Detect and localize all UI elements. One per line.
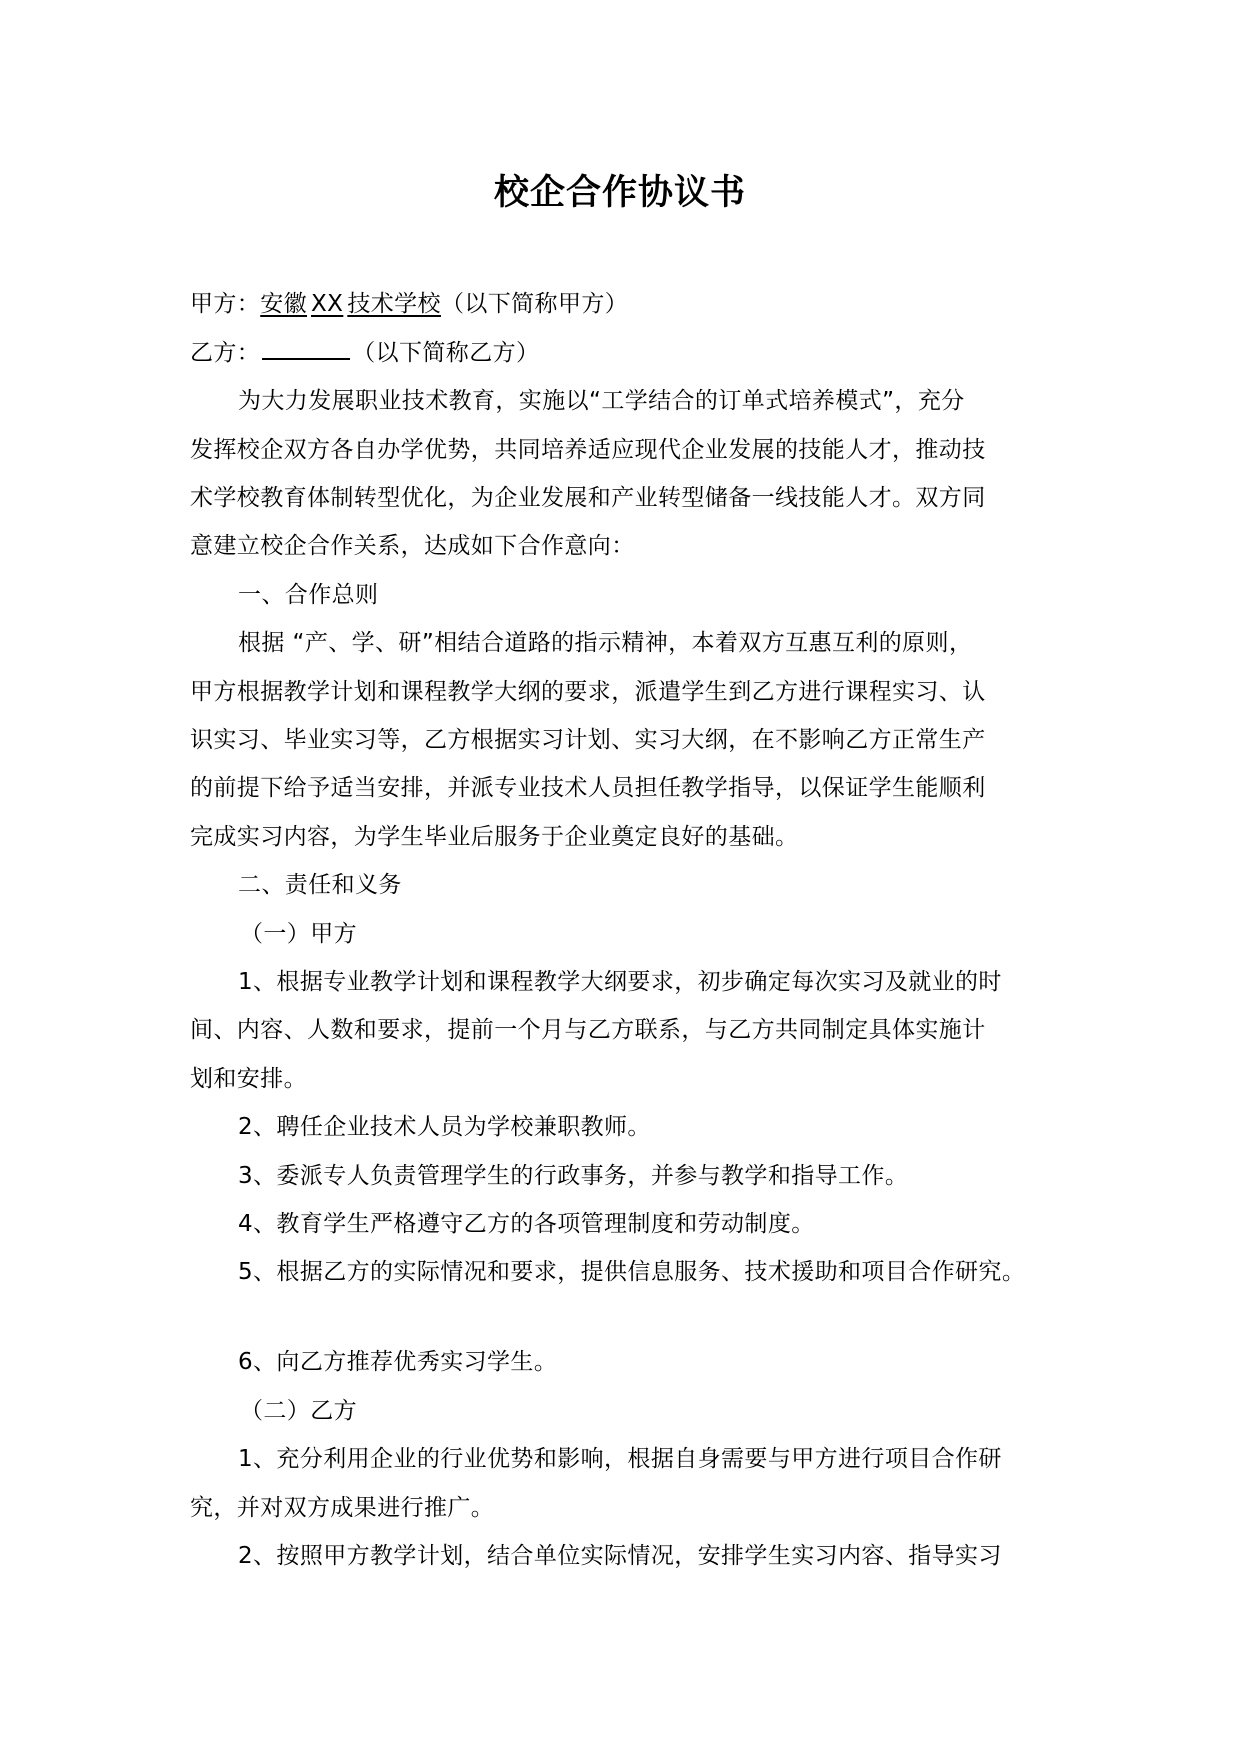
text-line: 间、内容、人数和要求，提前一个月与乙方联系，与乙方共同制定具体实施计 [190,1017,986,1043]
text-line: 为大力发展职业技术教育，实施以“工学结合的订单式培养模式”，充分 [238,388,965,414]
party-b-line [190,336,1060,369]
text-line: 甲方根据教学计划和课程教学大纲的要求，派遣学生到乙方进行课程实习、认 [190,679,986,705]
text-line: 识实习、毕业实习等，乙方根据实习计划、实习大纲，在不影响乙方正常生产 [190,727,986,753]
text-line: 根据 “产、学、研”相结合道路的指示精神，本着双方互惠互利的原则， [238,630,973,656]
party-a-line [190,288,1060,320]
party-a-name-part2: XX [311,291,344,317]
text-line: 究，并对双方成果进行推广。 [190,1495,495,1521]
subsection-heading: （一）甲方 [240,921,357,947]
section-heading: 一、合作总则 [238,582,379,608]
text-line: 划和安排。 [190,1066,307,1092]
text-line: 意建立校企合作关系，达成如下合作意向： [190,533,635,559]
party-a-name-part3: 技术学校 [347,291,441,317]
text-line: 术学校教育体制转型优化，为企业发展和产业转型储备一线技能人才。双方同 [190,485,986,511]
text-line: 完成实习内容，为学生毕业后服务于企业奠定良好的基础。 [190,824,799,850]
party-a-label: 甲方： [190,291,261,317]
list-item: 1、根据专业教学计划和课程教学大纲要求，初步确定每次实习及就业的时 [238,969,1002,995]
list-item: 3、委派专人负责管理学生的行政事务，并参与教学和指导工作。 [238,1163,909,1189]
section-heading: 二、责任和义务 [238,872,402,898]
list-item: 2、按照甲方教学计划，结合单位实际情况，安排学生实习内容、指导实习 [238,1543,1002,1569]
text-line: 的前提下给予适当安排，并派专业技术人员担任教学指导，以保证学生能顺利 [190,775,986,801]
list-item: 2、聘任企业技术人员为学校兼职教师。 [238,1114,651,1140]
document-title: 校企合作协议书 [493,173,746,213]
text-line: 发挥校企双方各自办学优势，共同培养适应现代企业发展的技能人才，推动技 [190,437,986,463]
list-item: 1、充分利用企业的行业优势和影响，根据自身需要与甲方进行项目合作研 [238,1446,1002,1472]
subsection-heading: （二）乙方 [240,1398,357,1424]
party-b-label: 乙方： [190,340,261,366]
party-a-suffix: （以下简称甲方） [440,291,629,317]
list-item: 5、根据乙方的实际情况和要求，提供信息服务、技术援助和项目合作研究。 [238,1259,1026,1285]
party-b-name-blank [262,336,350,360]
party-b-suffix: （以下简称乙方） [352,340,540,366]
list-item: 6、向乙方推荐优秀实习学生。 [238,1349,558,1375]
party-a-name-part1: 安徽 [260,291,308,317]
list-item: 4、教育学生严格遵守乙方的各项管理制度和劳动制度。 [238,1211,815,1237]
